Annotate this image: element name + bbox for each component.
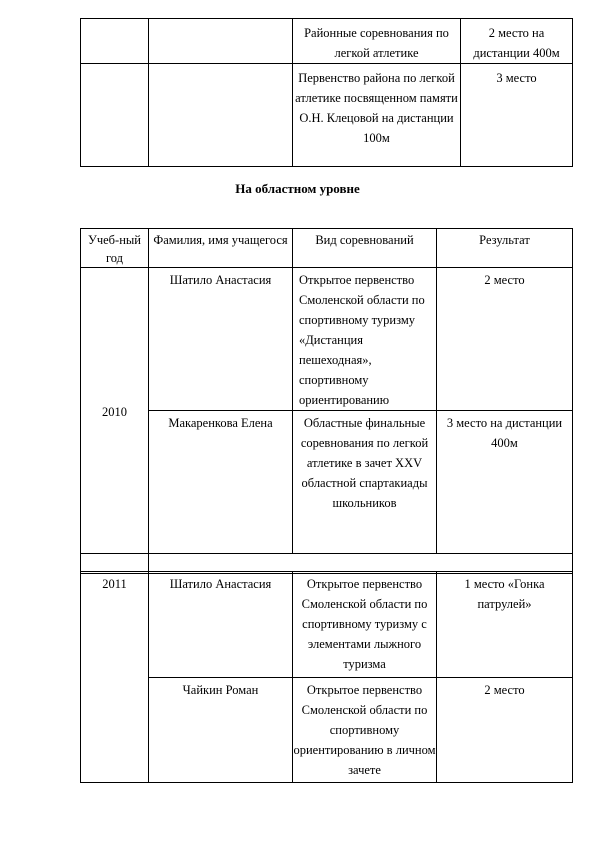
- regional-results-table: [80, 228, 573, 574]
- competition-cell: Областные финальные соревнования по легкой атлетике в зачет XXV областной спартакиады школьников: [293, 411, 437, 554]
- result-cell: 2 место: [437, 678, 573, 783]
- table-row: [81, 268, 573, 411]
- competition-cell: Открытое первенство Смоленской области по спортивному туризму «Дистанция пешеходная», спортивному ориентированию: [293, 268, 437, 411]
- year-cell: 2011: [81, 572, 149, 783]
- competition-cell: Районные соревнования по легкой атлетике: [293, 19, 461, 64]
- table-row: [81, 678, 573, 783]
- table-row: [81, 19, 573, 64]
- year-cell: [81, 19, 149, 64]
- result-cell: 2 место на дистанции 400м: [461, 19, 573, 64]
- table-row: [81, 572, 573, 678]
- result-cell: 3 место на дистанции 400м: [437, 411, 573, 554]
- result-cell: 2 место: [437, 268, 573, 411]
- name-cell: Чайкин Роман: [149, 678, 293, 783]
- regional-results-table-2011: [80, 571, 573, 783]
- name-cell: [149, 64, 293, 167]
- table-row: [81, 64, 573, 167]
- name-cell: [149, 19, 293, 64]
- name-cell: Макаренкова Елена: [149, 411, 293, 554]
- competition-cell: Первенство района по легкой атлетике посвященном памяти О.Н. Клецовой на дистанции 100м: [293, 64, 461, 167]
- year-cell: [81, 64, 149, 167]
- section-title: На областном уровне: [235, 181, 360, 196]
- result-cell: 1 место «Гонка патрулей»: [437, 572, 573, 678]
- result-cell: 3 место: [461, 64, 573, 167]
- table-row: [81, 411, 573, 554]
- table-header-row: [81, 229, 573, 268]
- competition-cell: Открытое первенство Смоленской области по спортивному ориентированию в личном зачете: [293, 678, 437, 783]
- header-competition: Вид соревнований: [293, 229, 437, 268]
- header-name: Фамилия, имя учащегося: [149, 229, 293, 268]
- header-year: Учеб-ный год: [81, 229, 149, 268]
- year-cell: 2010: [81, 268, 149, 554]
- district-results-table: [80, 18, 573, 167]
- competition-cell: Открытое первенство Смоленской области по спортивному туризму с элементами лыжного туризма: [293, 572, 437, 678]
- header-result: Результат: [437, 229, 573, 268]
- name-cell: Шатило Анастасия: [149, 572, 293, 678]
- name-cell: Шатило Анастасия: [149, 268, 293, 411]
